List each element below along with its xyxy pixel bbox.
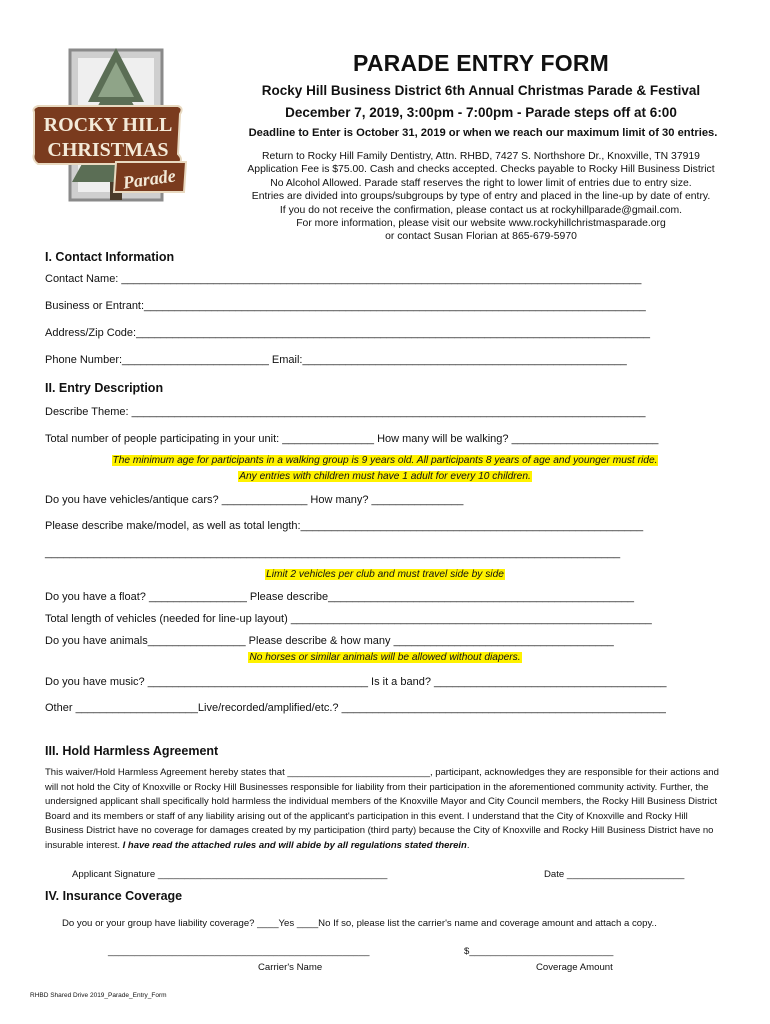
deadline-line: Deadline to Enter is October 31, 2019 or when we reach our maximum limit of 30 entries. [248, 127, 718, 139]
insurance-heading: IV. Insurance Coverage [45, 889, 183, 903]
vehicle-limit-note: Limit 2 vehicles per club and must travel side by side [266, 569, 504, 580]
signature-field[interactable]: Applicant Signature ___________________________________________ [72, 869, 388, 880]
logo-text-line3: Parade [121, 165, 177, 193]
age-note-wrap [0, 455, 770, 466]
harmless-body [45, 766, 725, 854]
date-line: December 7, 2019, 3:00pm - 7:00pm - Parade steps off at 6:00 [285, 105, 677, 120]
date-field[interactable]: Date ______________________ [544, 869, 685, 880]
info-line: Return to Rocky Hill Family Dentistry, Attn. RHBD, 7427 S. Northshore Dr., Knoxville, TN 37919 [262, 151, 700, 162]
event-line: Rocky Hill Business District 6th Annual Christmas Parade & Festival [261, 83, 701, 98]
phone-email-field[interactable]: Phone Number:________________________ Email:_____________________________________________________ [45, 354, 627, 366]
logo-text-line2: CHRISTMAS [47, 139, 169, 161]
harmless-text: This waiver/Hold Harmless Agreement hereby states that ___________________________, participant, acknowledges they are responsible for their actions and will not hold the City of Knoxville or Rocky Hill Businesses responsible for liability from their participation in the aforementioned community activity. Further, the undersigned applicant shall specifically hold harmless the individual members of the Knoxville Mayor and City Council members, the Rocky Hill Business District Board and its members or staff of any liability arising out of the applicant's participation in this event. I understand that the City of Knoxville and Rocky Hill Business District have no coverage for damages created by my participation (third party) because the City of Knoxville and Rocky Hill Business District have no insurable interest. [45, 767, 719, 851]
make-model-field[interactable]: Please describe make/model, as well as total length:________________________________________________________ [45, 520, 644, 532]
make-model-blank-line[interactable]: ______________________________________________________________________________________________ [45, 547, 621, 559]
theme-field[interactable]: Describe Theme: ____________________________________________________________________________________ [45, 406, 646, 418]
harmless-end: . [466, 839, 470, 851]
animals-note-wrap [0, 652, 770, 663]
coverage-amount-field[interactable]: $___________________________ [464, 946, 614, 957]
vehicles-field[interactable]: Do you have vehicles/antique cars? ______________ How many? _______________ [45, 494, 464, 506]
vehicle-note-wrap [0, 569, 770, 580]
animals-field[interactable]: Do you have animals________________ Please describe & how many ____________________________________ [45, 635, 614, 647]
contact-heading: I. Contact Information [45, 250, 175, 264]
contact-name-field[interactable]: Contact Name: _____________________________________________________________________________________ [45, 273, 642, 285]
info-line: For more information, please visit our website www.rockyhillchristmasparade.org [296, 218, 666, 230]
float-field[interactable]: Do you have a float? ________________ Please describe__________________________________________________ [45, 591, 635, 603]
harmless-emphasis: I have read the attached rules and will abide by all regulations stated therein [122, 839, 467, 851]
info-line: No Alcohol Allowed. Parade staff reserves the right to lower limit of entries due to entry size. [270, 177, 692, 189]
age-note: The minimum age for participants in a walking group is 9 years old. All participants 8 years of age and younger must ride. [112, 455, 658, 466]
info-line: or contact Susan Florian at 865-679-5970 [385, 231, 577, 243]
other-field[interactable]: Other ____________________Live/recorded/amplified/etc.? _____________________________________________________ [45, 702, 666, 714]
rocky-hill-christmas-parade-logo [28, 42, 188, 222]
form-title: PARADE ENTRY FORM [353, 50, 609, 76]
info-line: Application Fee is $75.00. Cash and checks accepted. Checks payable to Rocky Hill Business District [247, 164, 715, 176]
business-field[interactable]: Business or Entrant:__________________________________________________________________________________ [45, 300, 646, 312]
entry-heading: II. Entry Description [45, 381, 164, 395]
animals-note: No horses or similar animals will be allowed without diapers. [249, 652, 521, 663]
adult-note-wrap [0, 471, 770, 482]
footer-filename: RHBD Shared Drive 2019_Parade_Entry_Form [30, 992, 167, 999]
harmless-heading: III. Hold Harmless Agreement [45, 744, 219, 758]
adult-note: Any entries with children must have 1 adult for every 10 children. [239, 471, 531, 482]
address-field[interactable]: Address/Zip Code:____________________________________________________________________________________ [45, 327, 650, 339]
coverage-question[interactable]: Do you or your group have liability coverage? ____Yes ____No If so, please list the carrier's name and coverage amount and attach a copy.. [62, 918, 657, 929]
carrier-name-field[interactable]: _________________________________________________ [108, 946, 370, 957]
info-line: If you do not receive the confirmation, please contact us at rockyhillparade@gmail.com. [279, 204, 683, 216]
people-count-field[interactable]: Total number of people participating in your unit: _______________ How many will be walking? ________________________ [45, 433, 659, 445]
coverage-amount-label: Coverage Amount [536, 962, 613, 973]
info-block [196, 150, 766, 244]
music-field[interactable]: Do you have music? ____________________________________ Is it a band? ______________________________________ [45, 676, 667, 688]
logo-text-line1: ROCKY HILL [43, 114, 173, 136]
carrier-name-label: Carrier's Name [258, 962, 323, 973]
vehicle-length-field[interactable]: Total length of vehicles (needed for line-up layout) ___________________________________________________________ [45, 613, 652, 625]
info-line: Entries are divided into groups/subgroups by type of entry and placed in the line-up by date of entry. [251, 191, 711, 203]
